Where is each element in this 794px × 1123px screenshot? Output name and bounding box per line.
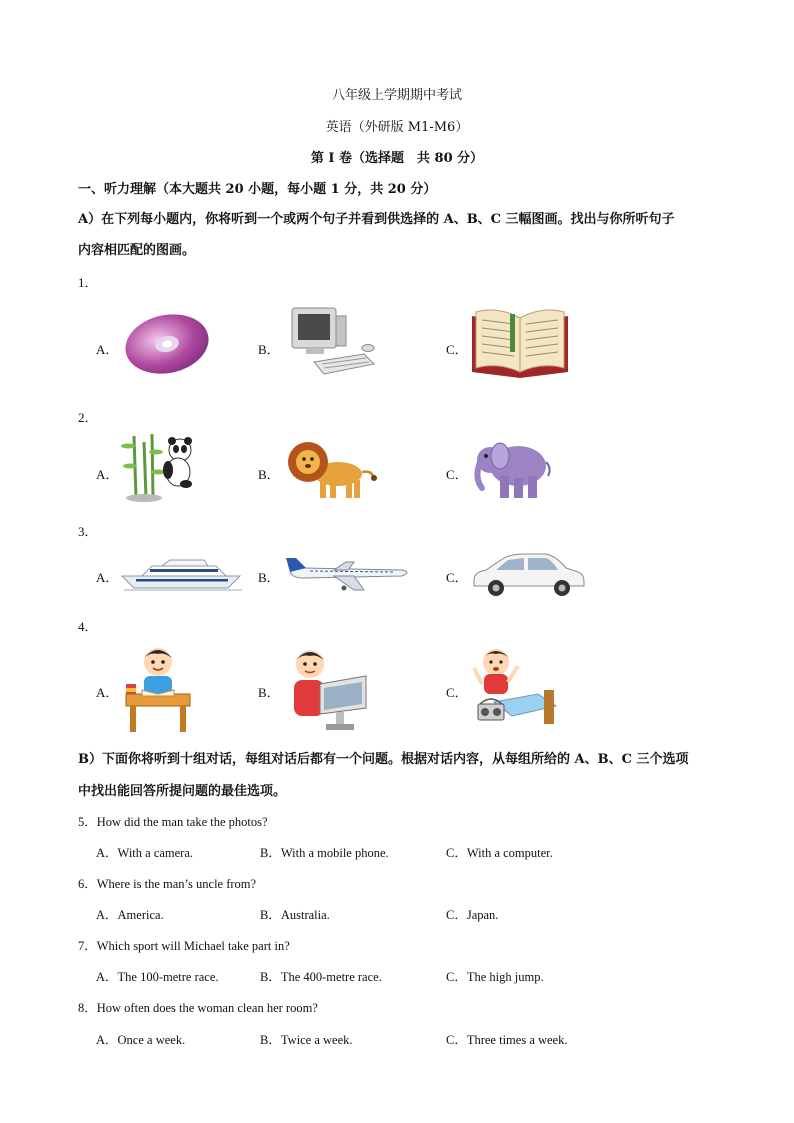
part-a-instruction-line2: 内容相匹配的图画。 [78, 243, 196, 258]
boy-bed-icon [468, 644, 560, 730]
part-a-instruction-line1: A）在下列每小题内，你将听到一个或两个句子并看到供选择的 A、B、C 三幅图画。找出与你所听句子 [78, 212, 675, 227]
option-label: C． [446, 570, 468, 585]
option-a[interactable]: A．America. [96, 908, 164, 922]
option-label: B． [258, 685, 280, 700]
question-stem: 5．How did the man take the photos? [78, 815, 268, 829]
option-a[interactable]: A．With a camera. [96, 846, 194, 860]
ship-icon [120, 556, 246, 592]
exam-title: 八年级上学期期中考试 [331, 88, 462, 103]
elephant-icon [470, 432, 552, 504]
option-b[interactable]: B．With a mobile phone. [260, 846, 389, 860]
computer-icon [284, 304, 376, 384]
question-number: 1． [78, 275, 98, 290]
volume-heading: 第 I 卷（选择题 共 80 分） [310, 151, 484, 166]
option-label: C． [446, 685, 468, 700]
question-stem: 7．Which sport will Michael take part in? [78, 939, 290, 953]
option-label: C． [446, 467, 468, 482]
option-c[interactable]: C．Three times a week. [446, 1033, 568, 1047]
option-b[interactable]: B．Twice a week. [260, 1033, 353, 1047]
lion-icon [284, 432, 376, 504]
option-label: A． [96, 570, 119, 585]
question-number: 3． [78, 524, 98, 539]
option-label: C． [446, 342, 468, 357]
option-label: A． [96, 685, 119, 700]
exam-subtitle: 英语（外研版 M1-M6） [325, 120, 469, 135]
option-c[interactable]: C．Japan. [446, 908, 499, 922]
option-label: A． [96, 342, 119, 357]
boy-reading-icon [120, 644, 196, 736]
option-a[interactable]: A．Once a week. [96, 1033, 186, 1047]
option-b[interactable]: B．The 400-metre race. [260, 970, 382, 984]
question-number: 2． [78, 410, 98, 425]
airplane-icon [284, 554, 414, 594]
option-label: A． [96, 467, 119, 482]
option-label: B． [258, 467, 280, 482]
question-stem: 8．How often does the woman clean her room? [78, 1001, 318, 1015]
option-a[interactable]: A．The 100-metre race. [96, 970, 219, 984]
question-number: 4． [78, 619, 98, 634]
question-stem: 6．Where is the man’s uncle from? [78, 877, 257, 891]
boy-computer-icon [286, 644, 370, 736]
part-b-instruction-line1: B）下面你将听到十组对话，每组对话后都有一个问题。根据对话内容，从每组所给的 A、B、C 三个选项 [78, 752, 689, 767]
open-book-icon [470, 306, 570, 382]
option-b[interactable]: B．Australia. [260, 908, 330, 922]
option-label: B． [258, 342, 280, 357]
panda-bamboo-icon [120, 432, 200, 504]
option-label: B． [258, 570, 280, 585]
car-icon [470, 550, 586, 598]
option-c[interactable]: C．With a computer. [446, 846, 553, 860]
option-c[interactable]: C．The high jump. [446, 970, 544, 984]
part-b-instruction-line2: 中找出能回答所提问题的最佳选项。 [78, 784, 287, 799]
cd-disc-icon [122, 312, 212, 376]
section-heading: 一、听力理解（本大题共 20 小题，每小题 1 分，共 20 分） [78, 182, 437, 197]
